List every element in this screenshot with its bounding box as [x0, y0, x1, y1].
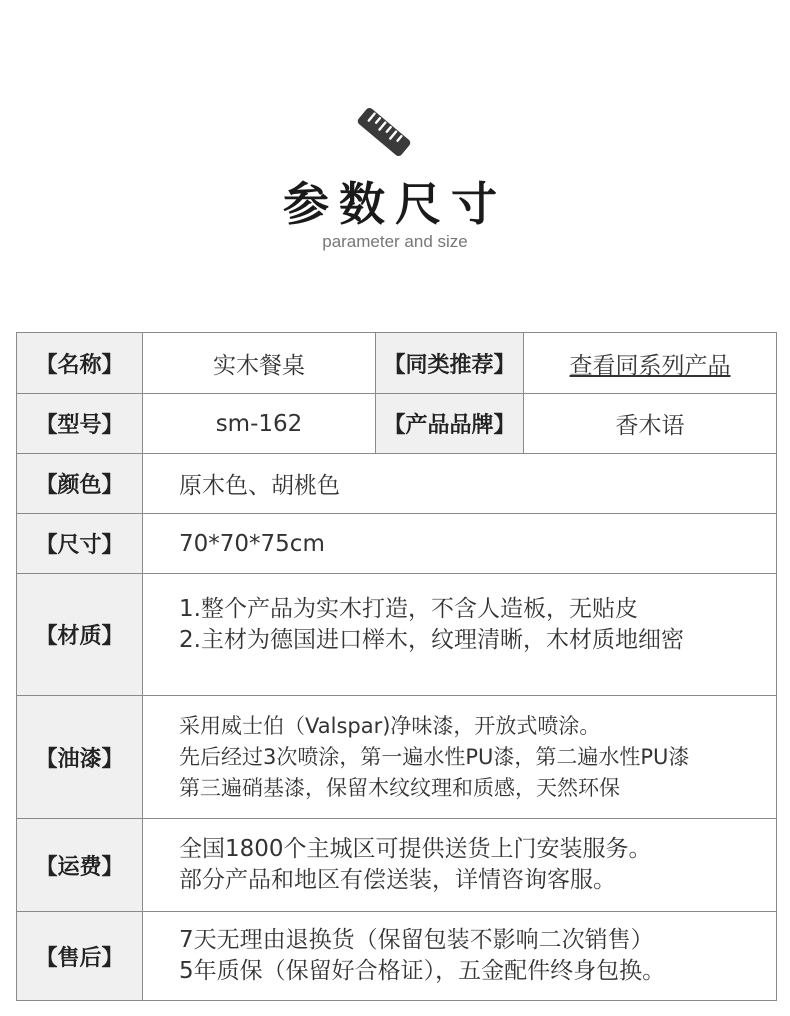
ruler-icon — [352, 100, 416, 164]
similar-label: 【同类推荐】 — [376, 333, 524, 394]
color-label: 【颜色】 — [17, 454, 143, 514]
paint-line: 第三遍硝基漆，保留木纹纹理和质感，天然环保 — [179, 775, 620, 800]
table-row — [17, 333, 777, 394]
aftersale-line: 7天无理由退换货（保留包装不影响二次销售） — [179, 927, 654, 953]
spec-table — [16, 332, 777, 1001]
table-row — [17, 912, 777, 1001]
table-row — [17, 454, 777, 514]
aftersale-value — [143, 912, 777, 1001]
color-value: 原木色、胡桃色 — [143, 454, 777, 514]
shipping-line: 全国1800个主城区可提供送货上门安装服务。 — [179, 836, 652, 862]
table-row — [17, 819, 777, 912]
name-label: 【名称】 — [17, 333, 143, 394]
material-value — [143, 574, 777, 696]
shipping-label: 【运费】 — [17, 819, 143, 912]
page-subtitle: parameter and size — [322, 232, 468, 251]
paint-line: 采用威士伯（Valspar)净味漆，开放式喷涂。 — [179, 713, 601, 738]
view-series-link[interactable]: 查看同系列产品 — [569, 352, 731, 379]
table-row — [17, 514, 777, 574]
shipping-line: 部分产品和地区有偿送装，详情咨询客服。 — [179, 867, 616, 893]
table-row — [17, 574, 777, 696]
aftersale-line: 5年质保（保留好合格证），五金配件终身包换。 — [179, 958, 666, 984]
material-line: 2.主材为德国进口榉木，纹理清晰，木材质地细密 — [179, 626, 684, 653]
brand-value: 香木语 — [524, 394, 777, 454]
header — [0, 0, 790, 300]
paint-line: 先后经过3次喷涂，第一遍水性PU漆，第二遍水性PU漆 — [179, 744, 690, 769]
material-line: 1.整个产品为实木打造，不含人造板，无贴皮 — [179, 595, 638, 622]
table-row — [17, 394, 777, 454]
brand-label: 【产品品牌】 — [376, 394, 524, 454]
size-value: 70*70*75cm — [143, 514, 777, 574]
name-value: 实木餐桌 — [143, 333, 376, 394]
paint-label: 【油漆】 — [17, 696, 143, 819]
paint-value — [143, 696, 777, 819]
material-label: 【材质】 — [17, 574, 143, 696]
aftersale-label: 【售后】 — [17, 912, 143, 1001]
model-value: sm-162 — [143, 394, 376, 454]
page-title: 参数尺寸 — [283, 177, 507, 231]
size-label: 【尺寸】 — [17, 514, 143, 574]
similar-cell — [524, 333, 777, 394]
shipping-value — [143, 819, 777, 912]
model-label: 【型号】 — [17, 394, 143, 454]
table-row — [17, 696, 777, 819]
